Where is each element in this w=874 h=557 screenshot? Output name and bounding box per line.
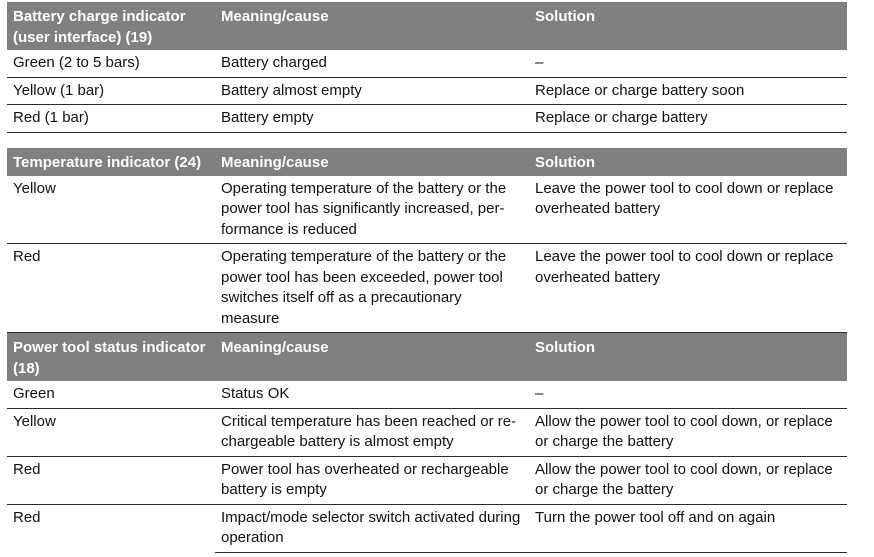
indicator-cell: Red — [7, 456, 215, 504]
header-indicator: Power tool status indicator (18) — [7, 333, 215, 381]
solution-cell: Allow the power tool to cool down, or replace or charge the battery — [529, 408, 847, 456]
meaning-cell: Critical temperature has been reached or rechargeable battery is almost empty — [215, 408, 529, 456]
table-header-row — [7, 148, 847, 176]
solution-cell: Leave the power tool to cool down or replace overheated battery — [529, 176, 847, 244]
header-indicator: Battery charge indicator (user interface) (19) — [7, 2, 215, 50]
table-row — [7, 504, 847, 552]
meaning-cell: Battery almost empty — [215, 77, 529, 105]
solution-cell: Turn the power tool off and on again — [529, 504, 847, 552]
meaning-cell: Operating temperature of the battery or the power tool has significantly increased, performance is reduced — [215, 176, 529, 244]
indicator-cell: Red — [7, 244, 215, 333]
meaning-cell: Impact/mode selector switch activated during operation — [215, 504, 529, 552]
header-solution: Solution — [529, 2, 847, 50]
table-row — [7, 381, 847, 408]
power-tool-status-indicator-table — [7, 333, 847, 553]
header-indicator: Temperature indicator (24) — [7, 148, 215, 176]
indicator-cell: Green (2 to 5 bars) — [7, 50, 215, 77]
meaning-cell: Power tool has overheated or rechargeable battery is empty — [215, 456, 529, 504]
meaning-cell: Battery empty — [215, 105, 529, 133]
indicator-cell: Yellow — [7, 176, 215, 244]
solution-cell: Replace or charge battery soon — [529, 77, 847, 105]
table-row — [7, 105, 847, 133]
table-row — [7, 176, 847, 244]
meaning-cell: Status OK — [215, 381, 529, 408]
indicator-cell: Red — [13, 508, 41, 526]
table-row — [7, 408, 847, 456]
table-header-row — [7, 333, 847, 381]
header-meaning-cause: Meaning/cause — [215, 333, 529, 381]
table-row — [7, 456, 847, 504]
indicator-cell: Yellow — [7, 408, 215, 456]
solution-cell: Allow the power tool to cool down, or replace or charge the battery — [529, 456, 847, 504]
table-header-row — [7, 2, 847, 50]
meaning-cell: Operating temperature of the battery or the power tool has been exceeded, power tool switches itself off as a precautionary measure — [215, 244, 529, 333]
header-solution: Solution — [529, 333, 847, 381]
header-solution: Solution — [529, 148, 847, 176]
header-meaning-cause: Meaning/cause — [215, 2, 529, 50]
temperature-indicator-table — [7, 148, 847, 333]
solution-cell: Leave the power tool to cool down or replace overheated battery — [529, 244, 847, 333]
table-row — [7, 77, 847, 105]
meaning-cell: Battery charged — [215, 50, 529, 77]
header-meaning-cause: Meaning/cause — [215, 148, 529, 176]
solution-cell: – — [529, 381, 847, 408]
table-row — [7, 244, 847, 333]
indicator-cell: Yellow (1 bar) — [7, 77, 215, 105]
indicator-cell: Green — [7, 381, 215, 408]
battery-charge-indicator-table — [7, 2, 847, 133]
solution-cell: Replace or charge battery — [529, 105, 847, 133]
table-row — [7, 50, 847, 77]
solution-cell: – — [529, 50, 847, 77]
indicator-cell: Red (1 bar) — [7, 105, 215, 133]
